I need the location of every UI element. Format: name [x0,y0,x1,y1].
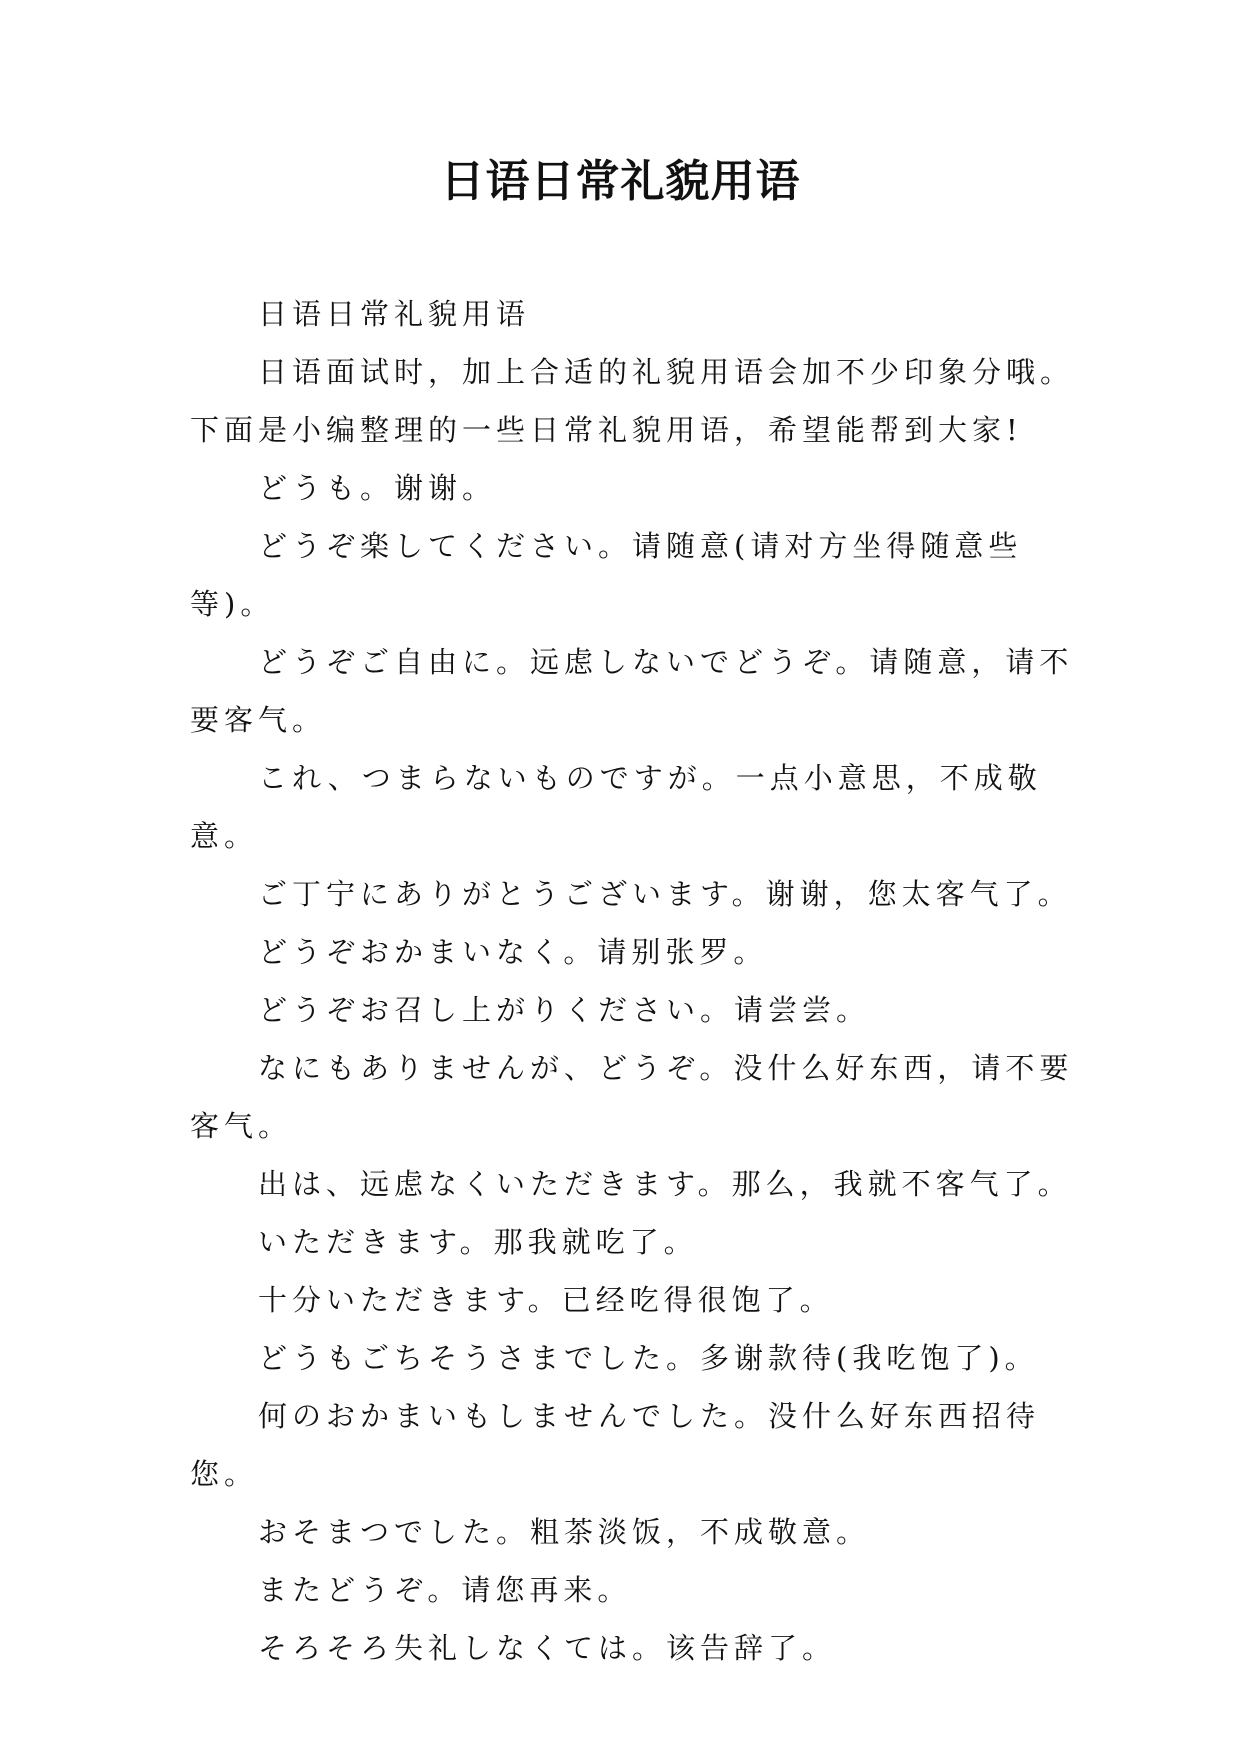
paragraph: どうぞご自由に。远虑しないでどうぞ。请随意，请不要客气。 [190,645,1074,737]
paragraph: またどうぞ。请您再来。 [258,1573,632,1607]
paragraph: ご丁宁にありがとうございます。谢谢，您太客气了。 [258,877,1072,911]
paragraph: どうぞおかまいなく。请别张罗。 [258,935,768,969]
paragraph: どうぞ楽してください。请随意(请对方坐得随意些等)。 [190,529,1023,621]
paragraph: どうぞお召し上がりください。请尝尝。 [258,993,871,1027]
document-title: 日语日常礼貌用语 [440,156,801,207]
paragraph: いただきます。那我就吃了。 [258,1225,698,1259]
paragraph: 出は、远虑なくいただきます。那么，我就不客气了。 [258,1167,1072,1201]
paragraph: そろそろ失礼しなくては。该告辞了。 [258,1631,837,1665]
document-body [190,285,1075,1677]
paragraph: 日语面试时，加上合适的礼貌用语会加不少印象分哦。下面是小编整理的一些日常礼貌用语，希望能帮到大家! [190,355,1075,447]
paragraph: これ、つまらないものですが。一点小意思，不成敬意。 [190,761,1042,853]
paragraph: 十分いただきます。已经吃得很饱了。 [258,1283,834,1317]
paragraph: 日语日常礼貌用语 [258,297,531,331]
paragraph: おそまつでした。粗茶淡饭，不成敬意。 [258,1515,871,1549]
paragraph: どうも。谢谢。 [258,471,497,505]
paragraph: どうもごちそうさまでした。多谢款待(我吃饱了)。 [258,1341,1039,1375]
paragraph: 何のおかまいもしませんでした。没什么好东西招待您。 [190,1399,1041,1491]
paragraph: なにもありませんが、どうぞ。没什么好东西，请不要客气。 [190,1051,1074,1143]
